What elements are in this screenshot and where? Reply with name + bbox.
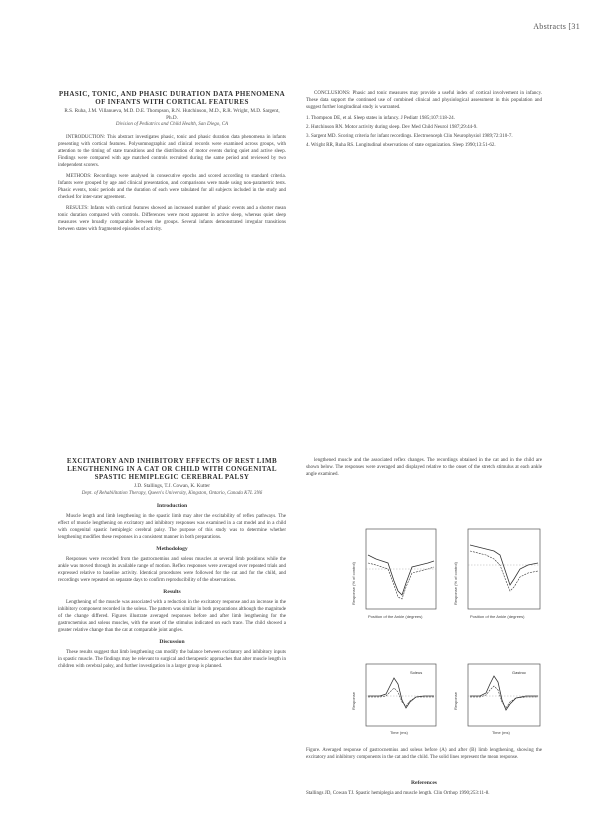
section-heading-methodology: Methodology <box>156 545 188 552</box>
abstract-2-affiliation: Dept. of Rehabilitation Therapy, Queen's University, Kingston, Ontario, Canada K7L 3N6 <box>81 490 263 496</box>
abstract-1-paragraph: CONCLUSIONS: Phasic and tonic measures may provide a useful index of cortical involvement in infancy. These data support the continued use of combined clinical and physiological assessment in this population and suggest further longitudinal study is warranted. <box>306 91 542 110</box>
reference-item: 2. Hutchinson RN. Motor activity during sleep. Dev Med Child Neurol 1987;29:44-9. <box>306 125 478 130</box>
panel-3-ylabel: Response <box>351 691 356 710</box>
panel-1-ylabel: Response (% of control) <box>351 562 356 605</box>
abstract-1-authors: R.S. Ruha, J.M. Villanueva, M.D. D.E. Thompson, R.N. Hutchinson, M.D., R.R. Wright, M.D. Sargent, Ph.D. <box>64 108 280 121</box>
figure-panel-3 <box>352 660 440 742</box>
abstract-1-title: PHASIC, TONIC, AND PHASIC DURATION DATA PHENOMENA OF INFANTS WITH CORTICAL FEATURES <box>58 90 286 106</box>
abstract-2-authors: J.D. Stallings, T.J. Cowan, K. Kutter <box>134 483 210 489</box>
panel-3-trace-a <box>368 678 434 708</box>
figure-panel-4 <box>454 660 544 742</box>
page-header: Abstracts [31 <box>533 22 580 31</box>
panel-4-frame <box>468 664 540 726</box>
abstract-1-paragraph: RESULTS: Infants with cortical features showed an increased number of phasic events and a shorter mean tonic duration compared with controls. Differences were most apparent in active sleep, whereas quiet sleep measures were broadly comparable between the groups. Several infants demonstrated irregular transitions between states with fragmented episodes of activity. <box>58 206 286 232</box>
figure-panel-1 <box>352 525 440 627</box>
panel-4-xlabel: Time (ms) <box>492 730 510 735</box>
abstract-2-introduction: Muscle length and limb lengthening in the spastic limb may alter the excitability of reflex pathways. The effect of muscle lengthening on excitatory and inhibitory responses was examined in a cat model and in a child with congenital spastic hemiplegic cerebral palsy. The purpose of this study was to determine whether lengthening modifies these responses in a consistent manner in both preparations. <box>58 513 286 540</box>
panel-4-ylabel: Response <box>453 691 458 710</box>
section-heading-introduction: Introduction <box>156 502 188 509</box>
reference-item: 1. Thompson DE, et al. Sleep states in infancy. J Pediatr 1985;107:118-24. <box>306 116 455 121</box>
figure-panel-2 <box>454 525 544 627</box>
panel-2-frame <box>468 529 540 609</box>
abstract-2-title: EXCITATORY AND INHIBITORY EFFECTS OF REST LIMB LENGTHENING IN A CAT OR CHILD WITH CONGENITAL SPASTIC HEMIPLEGIC CEREBRAL PALSY <box>66 457 278 481</box>
figure-caption: Figure. Averaged response of gastrocnemius and soleus before (A) and after (B) limb lengthening, showing the excitatory and inhibitory components in the cat and the child. The solid lines represent the mean response. <box>306 748 542 760</box>
abstract-2-right-intro: lengthened muscle and the associated reflex changes. The recordings obtained in the cat and in the child are shown below. The responses were averaged and displayed relative to the onset of the stretch stimulus at each ankle angle examined. <box>306 458 542 477</box>
abstract-2-reference-item: Stallings JD, Cowan TJ. Spastic hemiplegia and muscle length. Clin Orthop 1990;253:11-8. <box>306 791 490 796</box>
panel-4-label: Gastroc <box>512 670 527 675</box>
abstract-1-paragraph: METHODS: Recordings were analysed in consecutive epochs and scored according to standard criteria. Infants were grouped by age and clinical presentation, and comparisons were made using non-parametric tests. Phasic events, tonic periods and the duration of each were tabulated for all subjects included in the study and checked for inter-rater agreement. <box>58 174 286 200</box>
abstract-2-right-column <box>306 457 542 482</box>
section-heading-discussion: Discussion <box>159 638 185 645</box>
panel-1-xlabel: Position of the Ankle (degrees) <box>368 614 423 619</box>
abstract-2-left-column <box>58 457 286 674</box>
panel-2-ylabel: Response (% of control) <box>453 562 458 605</box>
section-heading-results: Results <box>163 588 181 595</box>
abstract-2-methodology: Responses were recorded from the gastrocnemius and soleus muscles at several limb positions while the ankle was moved through its available range of motion. Reflex responses were averaged over repeated trials and expressed relative to baseline activity. Identical procedures were followed for the cat and for the child, and recordings were repeated on separate days to confirm reproducibility of the observations. <box>58 556 286 583</box>
abstract-2-discussion: These results suggest that limb lengthening can modify the balance between excitatory and inhibitory inputs in spastic muscle. The findings may be relevant to surgical and therapeutic approaches that alter muscle length in children with cerebral palsy, and further investigation in a larger group is planned. <box>58 649 286 669</box>
abstract-1-paragraph: INTRODUCTION: This abstract investigates phasic, tonic and phasic duration data phenomena in infants presenting with cortical features. Polysomnographic and clinical records were examined across groups, with attention to the timing of state transitions and the distribution of motor events during quiet and active sleep. Findings were compared with age matched controls recruited during the same period and reviewed by two independent scorers. <box>58 135 286 168</box>
panel-2-xlabel: Position of the Ankle (degrees) <box>470 614 525 619</box>
panel-3-xlabel: Time (ms) <box>390 730 408 735</box>
panel-4-trace-a <box>470 676 538 710</box>
section-heading-references: References <box>411 780 437 786</box>
abstract-2-results: Lengthening of the muscle was associated with a reduction in the excitatory response and an increase in the inhibitory component recorded in the soleus. The pattern was similar in both preparations although the magnitude of the change differed. Figures illustrate averaged responses before and after limb lengthening for the gastrocnemius and soleus muscles, with the onset of the stimulus indicated on each trace. The child showed a greater relative change than the cat at comparable joint angles. <box>58 599 286 633</box>
reference-item: 3. Sargent MD. Scoring criteria for infant recordings. Electroenceph Clin Neurophysiol 1989;72:310-7. <box>306 134 513 139</box>
panel-3-label: Soleus <box>410 670 423 675</box>
abstract-1-affiliation: Division of Pediatrics and Child Health, San Diego, CA <box>115 122 229 127</box>
abstract-1-right-column <box>306 90 542 151</box>
abstract-1-left-column <box>58 90 286 237</box>
abstract-2-references <box>306 780 542 801</box>
reference-item: 4. Wright RR, Ruha RS. Longitudinal observations of state organization. Sleep 1990;13:51-62. <box>306 143 496 148</box>
abstract-1-references <box>306 115 542 149</box>
panel-2-trace-b <box>470 551 538 591</box>
panel-1-trace-a <box>368 555 434 595</box>
